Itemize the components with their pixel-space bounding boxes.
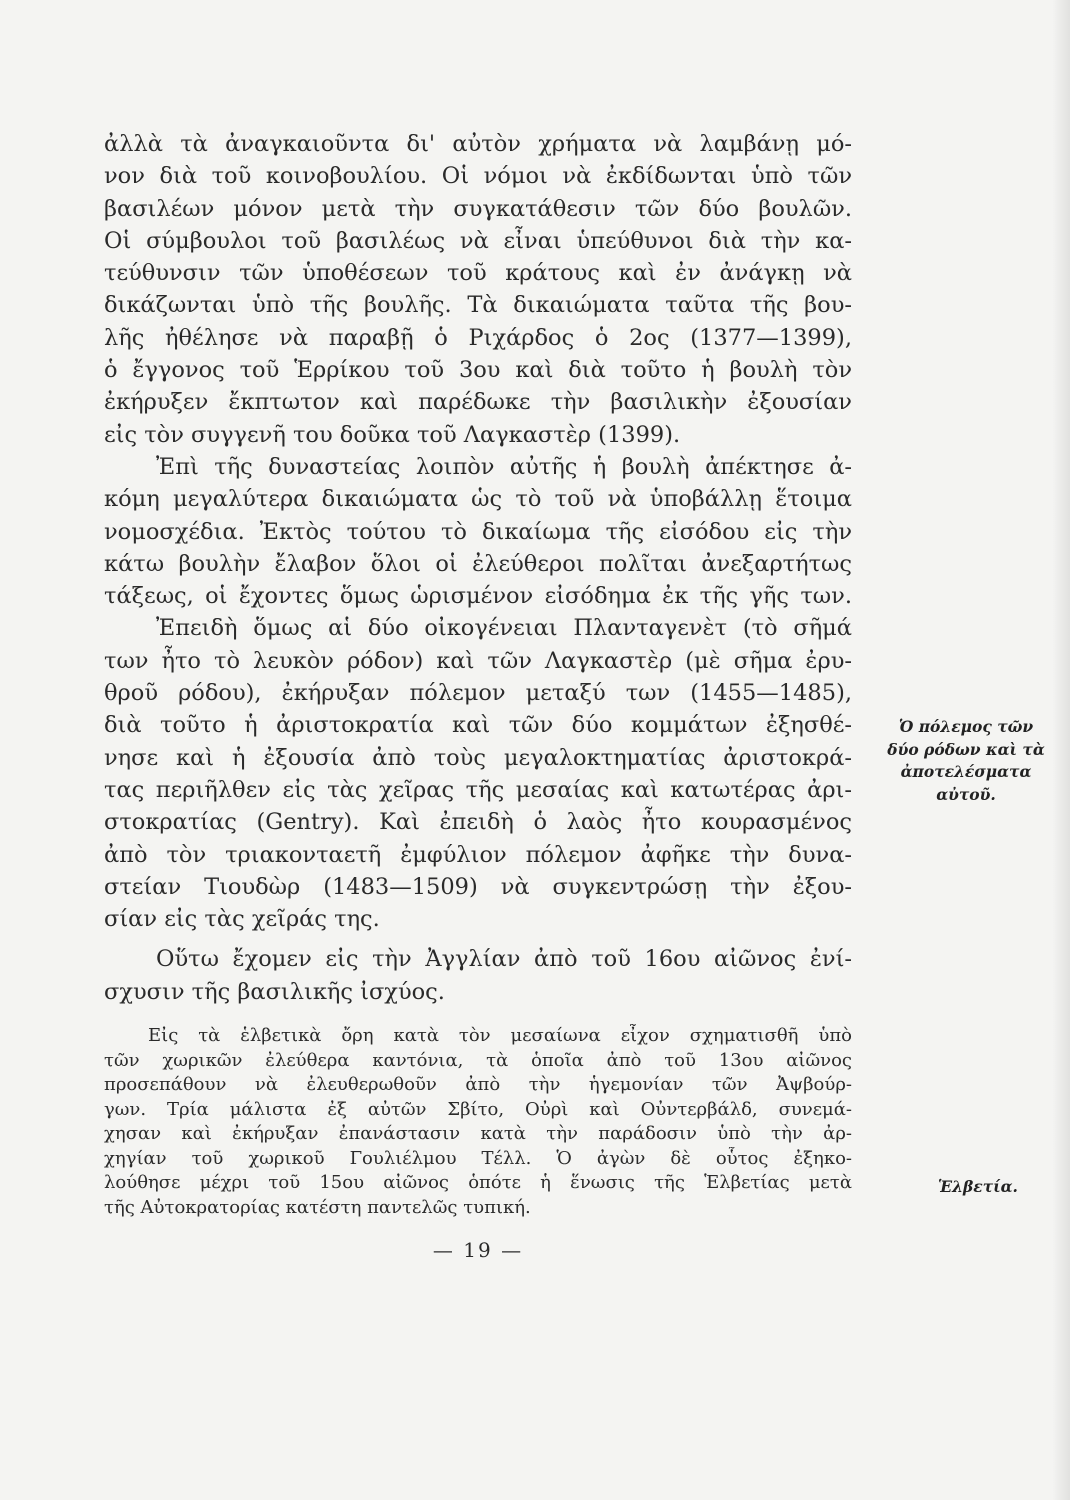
body-line: ὁ ἔγγονος τοῦ Ἑρρίκου τοῦ 3ου καὶ διὰ τοῦτο ἡ βουλὴ τὸν bbox=[104, 357, 852, 384]
body-line: ἀπὸ τὸν τριακονταετῆ ἐμφύλιον πόλεμον ἀφῆκε τὴν δυνα- bbox=[104, 841, 852, 868]
small-line: προσεπάθουν νὰ ἐλευθερωθοῦν ἀπὸ τὴν ἡγεμονίαν τῶν Ἀψβούρ- bbox=[104, 1074, 852, 1096]
main-text-column bbox=[104, 128, 852, 1262]
body-line: κάτω βουλὴν ἔλαβον ὅλοι οἱ ἐλεύθεροι πολῖται ἀνεξαρτήτως bbox=[104, 550, 852, 577]
body-line: Οὕτω ἔχομεν εἰς τὴν Ἀγγλίαν ἀπὸ τοῦ 16ου αἰῶνος ἐνί- bbox=[156, 946, 852, 973]
margin-note-line: ἀποτελέσματα bbox=[900, 762, 1032, 781]
body-line: στείαν Τιουδὼρ (1483—1509) νὰ συγκεντρώσῃ τὴν ἐξου- bbox=[104, 873, 852, 900]
body-line: βασιλέων μόνον μετὰ τὴν συγκατάθεσιν τῶν δύο βουλῶν. bbox=[104, 195, 852, 222]
small-line: λούθησε μέχρι τοῦ 15ου αἰῶνος ὁπότε ἡ ἕνωσις τῆς Ἑλβετίας μετὰ bbox=[104, 1172, 852, 1194]
body-line: νομοσχέδια. Ἐκτὸς τούτου τὸ δικαίωμα τῆς εἰσόδου εἰς τὴν bbox=[104, 518, 852, 545]
body-line: νησε καὶ ἡ ἐξουσία ἀπὸ τοὺς μεγαλοκτηματίας ἀριστοκρά- bbox=[104, 744, 852, 771]
small-print-section bbox=[104, 1024, 852, 1220]
body-line: θροῦ ρόδου), ἐκήρυξαν πόλεμον μεταξύ των (1455—1485), bbox=[104, 680, 852, 707]
body-line: Ἐπὶ τῆς δυναστείας λοιπὸν αὐτῆς ἡ βουλὴ ἀπέκτησε ἀ- bbox=[156, 453, 852, 480]
small-line: τῶν χωρικῶν ἐλεύθερα καντόνια, τὰ ὁποῖα ἀπὸ τοῦ 13ου αἰῶνος bbox=[104, 1049, 852, 1071]
page-number: — 19 — bbox=[432, 1238, 524, 1263]
body-line: ἀλλὰ τὰ ἀναγκαιοῦντα δι' αὐτὸν χρήματα νὰ λαμβάνῃ μό- bbox=[104, 131, 852, 157]
small-line: χηγίαν τοῦ χωρικοῦ Γουλιέλμου Τέλλ. Ὁ ἀγὼν δὲ οὗτος ἐξηκο- bbox=[104, 1147, 852, 1169]
body-line: κόμη μεγαλύτερα δικαιώματα ὡς τὸ τοῦ νὰ ὑποβάλλῃ ἕτοιμα bbox=[104, 486, 852, 513]
small-line: γων. Τρία μάλιστα ἐξ αὐτῶν Σβίτο, Οὐρὶ καὶ Οὐντερβάλδ, συνεμά- bbox=[104, 1098, 852, 1120]
body-line: τεύθυνσιν τῶν ὑποθέσεων τοῦ κράτους καὶ ἐν ἀνάγκῃ νὰ bbox=[104, 260, 852, 287]
body-line: τάξεως, οἱ ἔχοντες ὅμως ὡρισμένον εἰσόδημα ἐκ τῆς γῆς των. bbox=[104, 583, 852, 610]
margin-note-switzerland bbox=[890, 1176, 1066, 1199]
body-line: στοκρατίας (Gentry). Καὶ ἐπειδὴ ὁ λαὸς ἦτο κουρασμένος bbox=[104, 809, 852, 836]
body-line: διὰ τοῦτο ἡ ἀριστοκρατία καὶ τῶν δύο κομμάτων ἐξησθέ- bbox=[104, 712, 852, 739]
margin-note-line: δύο ρόδων καὶ τὰ bbox=[887, 739, 1045, 759]
body-line: νον διὰ τοῦ κοινοβουλίου. Οἱ νόμοι νὰ ἐκδίδωνται ὑπὸ τῶν bbox=[104, 163, 852, 190]
margin-note-line: Ἑλβετία. bbox=[938, 1177, 1018, 1196]
body-line: σίαν εἰς τὰς χεῖράς της. bbox=[104, 906, 380, 933]
body-line: Ἐπειδὴ ὅμως αἱ δύο οἰκογένειαι Πλανταγενὲτ (τὸ σῆμά bbox=[156, 615, 852, 642]
body-line: εἰς τὸν συγγενῆ του δοῦκα τοῦ Λαγκαστὲρ (1399). bbox=[104, 421, 681, 448]
body-line: λῆς ἠθέλησε νὰ παραβῇ ὁ Ριχάρδος ὁ 2ος (1377—1399), bbox=[104, 324, 852, 351]
margin-note-war-of-roses bbox=[868, 716, 1064, 806]
body-line: σχυσιν τῆς βασιλικῆς ἰσχύος. bbox=[104, 978, 445, 1005]
margin-note-line: αὐτοῦ. bbox=[936, 784, 996, 804]
body-line: ἐκήρυξεν ἔκπτωτον καὶ παρέδωκε τὴν βασιλικὴν ἐξουσίαν bbox=[104, 389, 852, 416]
small-line: Εἰς τὰ ἑλβετικὰ ὄρη κατὰ τὸν μεσαίωνα εἶχον σχηματισθῆ ὑπὸ bbox=[148, 1025, 852, 1047]
paragraph-gap bbox=[104, 935, 852, 943]
body-line: Οἱ σύμβουλοι τοῦ βασιλέως νὰ εἶναι ὑπεύθυνοι διὰ τὴν κα- bbox=[104, 227, 852, 254]
small-line: τῆς Αὐτοκρατορίας κατέστη παντελῶς τυπική. bbox=[104, 1196, 531, 1218]
body-line: δικάζωνται ὑπὸ τῆς βουλῆς. Τὰ δικαιώματα ταῦτα τῆς βου- bbox=[104, 292, 852, 319]
margin-note-line: Ὁ πόλεμος τῶν bbox=[898, 717, 1034, 736]
body-line: τας περιῆλθεν εἰς τὰς χεῖρας τῆς μεσαίας καὶ κατωτέρας ἀρι- bbox=[104, 776, 852, 803]
body-line: των ἦτο τὸ λευκὸν ρόδον) καὶ τῶν Λαγκαστὲρ (μὲ σῆμα ἐρυ- bbox=[104, 647, 852, 674]
small-line: χησαν καὶ ἐκήρυξαν ἐπανάστασιν κατὰ τὴν παράδοσιν ὑπὸ τὴν ἀρ- bbox=[104, 1123, 852, 1145]
